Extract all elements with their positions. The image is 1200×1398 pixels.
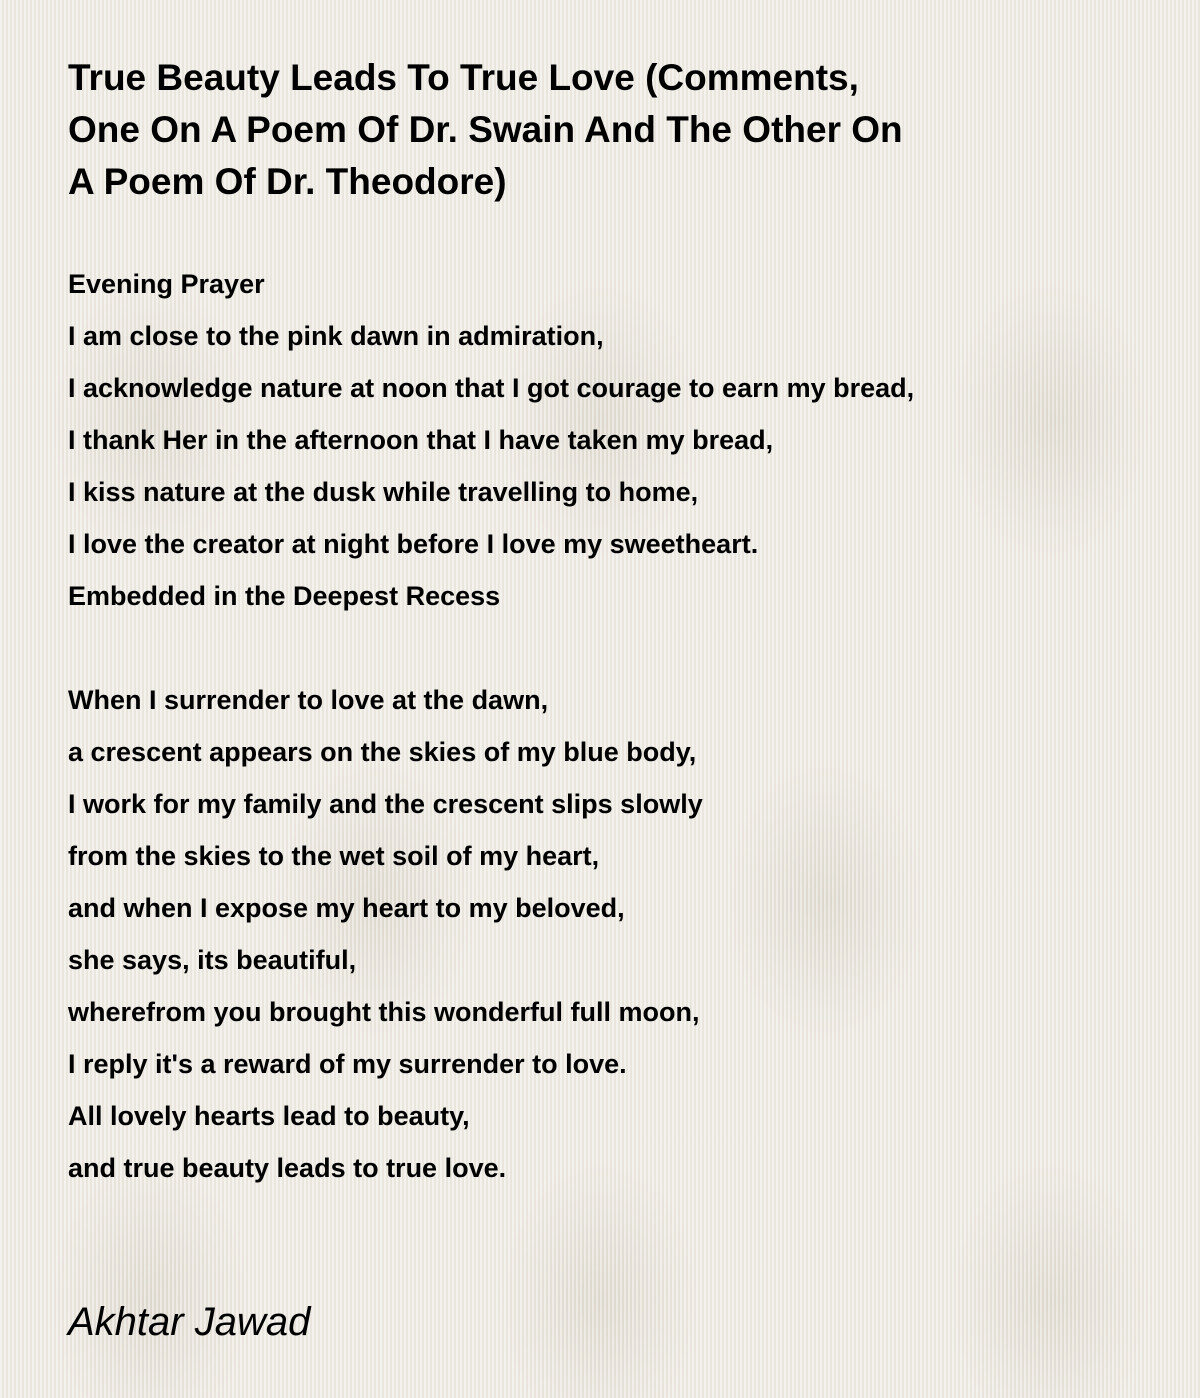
author-name: Akhtar Jawad bbox=[68, 1300, 311, 1344]
stanza-break bbox=[68, 622, 1168, 674]
poem-line: Embedded in the Deepest Recess bbox=[68, 581, 501, 611]
title-line: One On A Poem Of Dr. Swain And The Other On bbox=[68, 109, 903, 150]
title-line: A Poem Of Dr. Theodore) bbox=[68, 161, 507, 202]
poem-line: I thank Her in the afternoon that I have taken my bread, bbox=[68, 425, 774, 455]
poem-line: she says, its beautiful, bbox=[68, 945, 357, 975]
poem-line: wherefrom you brought this wonderful full moon, bbox=[68, 997, 700, 1027]
poem-line: I love the creator at night before I love my sweetheart. bbox=[68, 529, 759, 559]
poem-line: When I surrender to love at the dawn, bbox=[68, 685, 549, 715]
poem-line: I acknowledge nature at noon that I got courage to earn my bread, bbox=[68, 373, 915, 403]
poem-line: Evening Prayer bbox=[68, 269, 265, 299]
poem-line: and true beauty leads to true love. bbox=[68, 1153, 507, 1183]
poem-body bbox=[68, 258, 1168, 1194]
poem-line: and when I expose my heart to my beloved, bbox=[68, 893, 625, 923]
poem-line: I am close to the pink dawn in admiration, bbox=[68, 321, 604, 351]
title-line: True Beauty Leads To True Love (Comments, bbox=[68, 57, 859, 98]
poem-line: a crescent appears on the skies of my blue body, bbox=[68, 737, 697, 767]
poem-line: I reply it's a reward of my surrender to love. bbox=[68, 1049, 627, 1079]
poem-line: from the skies to the wet soil of my heart, bbox=[68, 841, 600, 871]
poem-title bbox=[68, 52, 1128, 208]
poem-line: I kiss nature at the dusk while travelling to home, bbox=[68, 477, 699, 507]
poem-line: All lovely hearts lead to beauty, bbox=[68, 1101, 470, 1131]
poem-line: I work for my family and the crescent slips slowly bbox=[68, 789, 703, 819]
